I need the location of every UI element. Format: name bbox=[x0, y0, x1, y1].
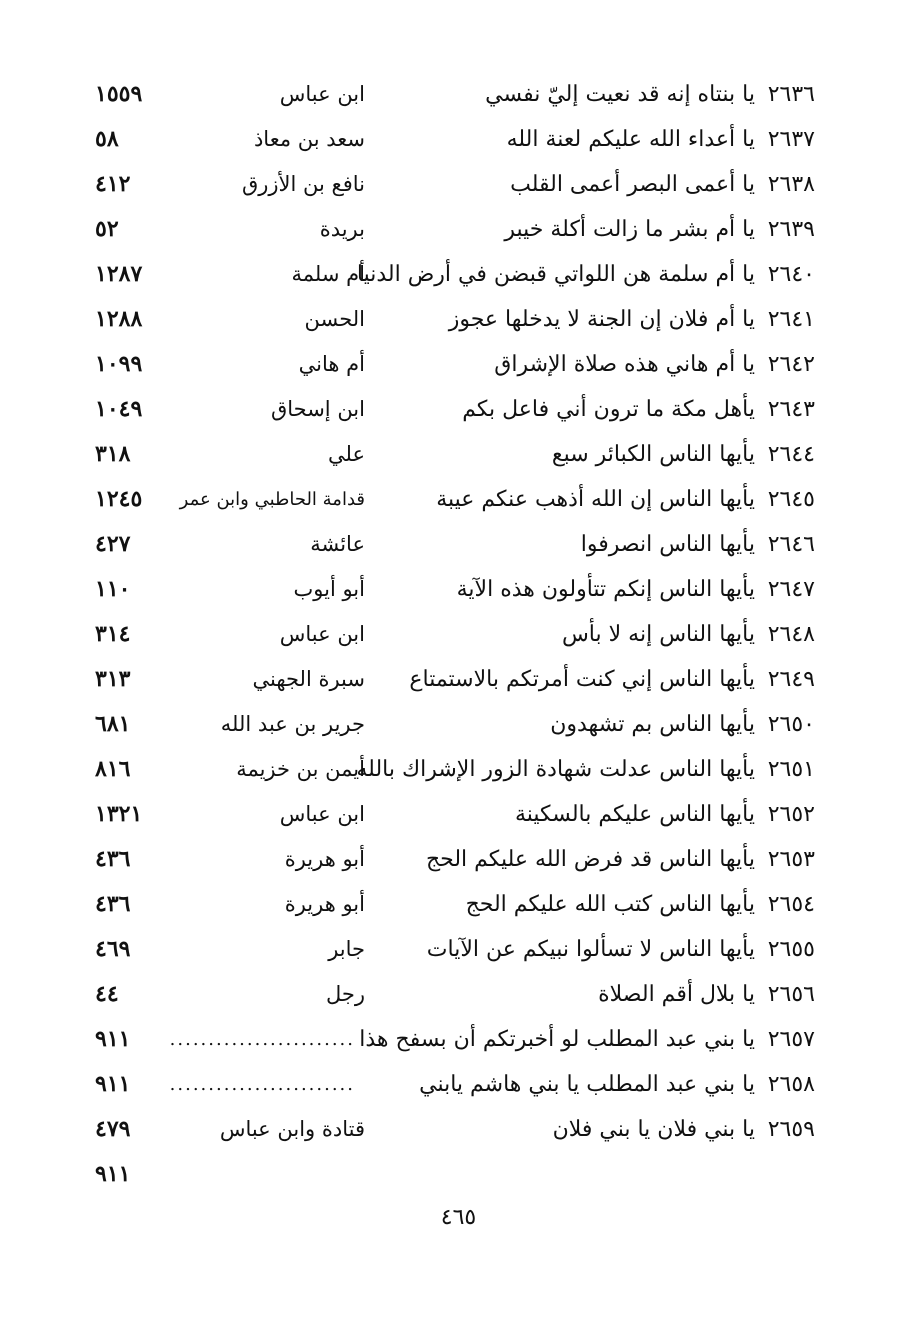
entry-narrator: رجل bbox=[325, 982, 365, 1006]
entry-narrator: قتادة وابن عباس bbox=[219, 1117, 365, 1141]
list-item bbox=[95, 477, 815, 522]
entry-narrator: علي bbox=[328, 442, 365, 466]
list-item bbox=[95, 207, 815, 252]
entry-number: ٢٦٥٧ bbox=[767, 1027, 815, 1052]
entry-number: ٢٦٥٥ bbox=[767, 937, 815, 962]
entry-text: يا أعداء الله عليكم لعنة الله bbox=[506, 127, 755, 152]
list-item bbox=[95, 567, 815, 612]
entry-page-ref: ٥٨ bbox=[95, 126, 119, 152]
page-number: ٤٦٥ bbox=[440, 1205, 477, 1230]
entry-page-ref: ١٢٨٧ bbox=[95, 261, 143, 287]
entry-text: يا أم سلمة هن اللواتي قبضن في أرض الدنيا bbox=[356, 262, 755, 287]
entry-page-ref: ١٠٩٩ bbox=[95, 351, 143, 377]
entry-text: يا بنتاه إنه قد نعيت إليّ نفسي bbox=[485, 82, 755, 107]
entry-text: يأيها الناس إنكم تتأولون هذه الآية bbox=[456, 577, 755, 602]
entry-number: ٢٦٤٩ bbox=[767, 667, 815, 692]
entry-narrator: ........................ bbox=[169, 1074, 355, 1095]
entry-narrator: أم سلمة bbox=[291, 262, 365, 286]
entry-page-ref: ١٢٤٥ bbox=[95, 486, 143, 512]
entry-text: يأيها الناس بم تشهدون bbox=[550, 712, 755, 737]
entry-number: ٢٦٥٣ bbox=[767, 847, 815, 872]
list-item bbox=[95, 702, 815, 747]
entry-page-ref: ٣١٨ bbox=[95, 441, 131, 467]
entry-number: ٢٦٤٢ bbox=[767, 352, 815, 377]
entry-page-ref: ٤٢٧ bbox=[95, 531, 131, 557]
entry-narrator: أم هاني bbox=[298, 352, 365, 376]
list-item bbox=[95, 297, 815, 342]
entry-number: ٢٦٤١ bbox=[767, 307, 815, 332]
entry-number: ٢٦٥٠ bbox=[767, 712, 815, 737]
entry-text: يأيها الناس عدلت شهادة الزور الإشراك بالله bbox=[356, 757, 755, 782]
entry-text: يأيها الناس قد فرض الله عليكم الحج bbox=[425, 847, 755, 872]
list-item bbox=[95, 1062, 815, 1107]
entry-text: يا بلال أقم الصلاة bbox=[598, 982, 755, 1007]
entry-page-ref: ٣١٣ bbox=[95, 666, 131, 692]
entry-number: ٢٦٤٠ bbox=[767, 262, 815, 287]
entry-narrator: أبو هريرة bbox=[284, 892, 365, 916]
entry-number: ٢٦٤٣ bbox=[767, 397, 815, 422]
list-item bbox=[95, 387, 815, 432]
list-item bbox=[95, 72, 815, 117]
entry-text: يا أم بشر ما زالت أكلة خيبر bbox=[504, 217, 755, 242]
list-item bbox=[95, 882, 815, 927]
entry-narrator: نافع بن الأزرق bbox=[241, 172, 365, 196]
list-item bbox=[95, 972, 815, 1017]
list-item bbox=[95, 657, 815, 702]
entry-narrator: جرير بن عبد الله bbox=[220, 712, 365, 736]
entry-narrator: بريدة bbox=[319, 217, 365, 241]
entry-number: ٢٦٤٨ bbox=[767, 622, 815, 647]
entry-narrator: ابن عباس bbox=[279, 802, 365, 826]
list-item bbox=[95, 117, 815, 162]
entry-text: يا أم فلان إن الجنة لا يدخلها عجوز bbox=[448, 307, 755, 332]
entry-page-ref: ٩١١ bbox=[95, 1161, 131, 1187]
entry-page-ref: ١٥٥٩ bbox=[95, 81, 143, 107]
entry-text: يأيها الناس الكبائر سبع bbox=[551, 442, 755, 467]
entry-page-ref: ٤٣٦ bbox=[95, 891, 131, 917]
entry-number: ٢٦٥٢ bbox=[767, 802, 815, 827]
entry-page-ref: ١٢٨٨ bbox=[95, 306, 143, 332]
entry-page-ref: ١١٠ bbox=[95, 576, 131, 602]
entry-text: يا أم هاني هذه صلاة الإشراق bbox=[494, 352, 755, 377]
list-item bbox=[95, 747, 815, 792]
entry-text: يأيها الناس لا تسألوا نبيكم عن الآيات bbox=[426, 937, 755, 962]
entry-page-ref: ٥٢ bbox=[95, 216, 119, 242]
entry-number: ٢٦٥٤ bbox=[767, 892, 815, 917]
list-item bbox=[95, 792, 815, 837]
list-item bbox=[95, 342, 815, 387]
entry-narrator: سعد بن معاذ bbox=[253, 127, 365, 151]
entry-page-ref: ٤٦٩ bbox=[95, 936, 131, 962]
entry-number: ٢٦٥٦ bbox=[767, 982, 815, 1007]
entry-text: يأيها الناس انصرفوا bbox=[580, 532, 755, 557]
entry-narrator: أبو هريرة bbox=[284, 847, 365, 871]
list-item bbox=[95, 252, 815, 297]
entry-narrator: قدامة الحاطبي وابن عمر bbox=[179, 489, 365, 510]
list-item bbox=[95, 1107, 815, 1152]
entry-number: ٢٦٣٨ bbox=[767, 172, 815, 197]
entry-narrator: ابن إسحاق bbox=[270, 397, 365, 421]
entry-text: يأيها الناس إنه لا بأس bbox=[561, 622, 755, 647]
entry-page-ref: ٤٤ bbox=[95, 981, 119, 1007]
entry-page-ref: ١٠٤٩ bbox=[95, 396, 143, 422]
list-item bbox=[95, 1152, 815, 1197]
entry-number: ٢٦٤٥ bbox=[767, 487, 815, 512]
entry-text: يأيها الناس كتب الله عليكم الحج bbox=[465, 892, 755, 917]
entry-narrator: جابر bbox=[328, 937, 365, 961]
entry-page-ref: ٣١٤ bbox=[95, 621, 131, 647]
entry-page-ref: ٨١٦ bbox=[95, 756, 131, 782]
list-item bbox=[95, 432, 815, 477]
entry-text: يا بني عبد المطلب يا بني هاشم يابني bbox=[419, 1072, 755, 1097]
entry-text: يأيها الناس عليكم بالسكينة bbox=[514, 802, 755, 827]
entry-number: ٢٦٥١ bbox=[767, 757, 815, 782]
list-item bbox=[95, 927, 815, 972]
entry-page-ref: ٦٨١ bbox=[95, 711, 131, 737]
entry-text: يأيها الناس إني كنت أمرتكم بالاستمتاع bbox=[409, 667, 755, 692]
entry-page-ref: ٤٣٦ bbox=[95, 846, 131, 872]
entry-number: ٢٦٣٩ bbox=[767, 217, 815, 242]
list-item bbox=[95, 1017, 815, 1062]
entry-text: يا بني عبد المطلب لو أخبرتكم أن بسفح هذا bbox=[359, 1027, 755, 1052]
entry-narrator: ابن عباس bbox=[279, 82, 365, 106]
entry-text: يا أعمى البصر أعمى القلب bbox=[510, 172, 755, 197]
hadith-index-list bbox=[95, 72, 815, 1197]
list-item bbox=[95, 162, 815, 207]
entry-text: يأهل مكة ما ترون أني فاعل بكم bbox=[462, 397, 755, 422]
entry-narrator: الحسن bbox=[304, 307, 365, 331]
entry-number: ٢٦٣٦ bbox=[767, 82, 815, 107]
entry-text: يأيها الناس إن الله أذهب عنكم عيبة bbox=[436, 487, 755, 512]
list-item bbox=[95, 522, 815, 567]
entry-number: ٢٦٣٧ bbox=[767, 127, 815, 152]
entry-text: يا بني فلان يا بني فلان bbox=[552, 1117, 755, 1142]
list-item bbox=[95, 837, 815, 882]
entry-narrator: ابن عباس bbox=[279, 622, 365, 646]
entry-page-ref: ١٣٢١ bbox=[95, 801, 143, 827]
entry-narrator: ........................ bbox=[169, 1029, 355, 1050]
entry-number: ٢٦٥٩ bbox=[767, 1117, 815, 1142]
entry-narrator: عائشة bbox=[310, 532, 365, 556]
list-item bbox=[95, 612, 815, 657]
entry-narrator: أبو أيوب bbox=[293, 577, 365, 601]
entry-page-ref: ٩١١ bbox=[95, 1026, 131, 1052]
entry-narrator: أيمن بن خزيمة bbox=[236, 757, 365, 781]
entry-number: ٢٦٤٦ bbox=[767, 532, 815, 557]
entry-narrator: سبرة الجهني bbox=[252, 667, 365, 691]
entry-number: ٢٦٥٨ bbox=[767, 1072, 815, 1097]
entry-page-ref: ٤٧٩ bbox=[95, 1116, 131, 1142]
entry-page-ref: ٩١١ bbox=[95, 1071, 131, 1097]
entry-number: ٢٦٤٧ bbox=[767, 577, 815, 602]
entry-page-ref: ٤١٢ bbox=[95, 171, 131, 197]
entry-number: ٢٦٤٤ bbox=[767, 442, 815, 467]
